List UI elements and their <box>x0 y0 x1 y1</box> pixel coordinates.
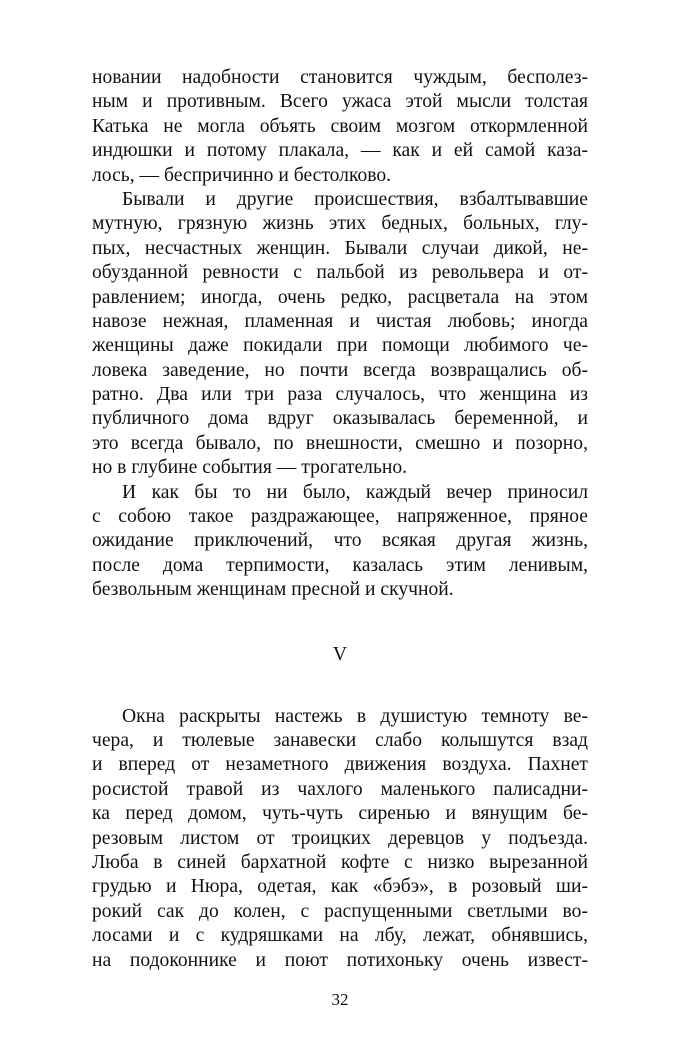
chapter-body-text <box>92 705 588 973</box>
text-line: пых, несчастных женщин. Бывали случаи дикой, не- <box>92 237 588 259</box>
text-line: Люба в синей бархатной кофте с низко вырезанной <box>92 851 588 873</box>
paragraph <box>92 705 588 973</box>
text-line: ловека заведение, но почти всегда возвращались об- <box>92 359 588 381</box>
page-number: 32 <box>331 990 349 1009</box>
text-line: лосами и с кудряшками на лбу, лежат, обнявшись, <box>92 925 588 947</box>
text-line: после дома терпимости, казалась этим ленивым, <box>92 554 588 576</box>
text-line: резовым листом от троицких деревцов у подъезда. <box>92 827 588 849</box>
text-line: равлением; иногда, очень редко, расцветала на этом <box>92 286 588 308</box>
text-line: индюшки и потому плакала, — как и ей самой каза- <box>92 140 588 162</box>
pre-chapter-text <box>92 66 588 603</box>
text-line: и вперед от незаметного движения воздуха. Пахнет <box>92 754 588 776</box>
text-line: женщины даже покидали при помощи любимого че- <box>92 335 588 357</box>
text-line: росистой травой из чахлого маленького палисадни- <box>92 778 588 800</box>
text-line: навозе нежная, пламенная и чистая любовь; иногда <box>92 310 588 332</box>
book-page-text <box>92 66 588 973</box>
text-line: на подоконнике и поют потихоньку очень извест- <box>92 949 588 971</box>
text-line: Бывали и другие происшествия, взбалтывавшие <box>122 188 588 210</box>
text-line: безвольным женщинам пресной и скучной. <box>92 579 454 601</box>
chapter-heading: V <box>332 643 348 665</box>
text-line: мутную, грязную жизнь этих бедных, больных, глу- <box>92 213 588 235</box>
text-line: ным и противным. Всего ужаса этой мысли толстая <box>92 91 588 113</box>
text-line: Окна раскрыты настежь в душистую темноту ве- <box>122 705 588 727</box>
text-line: грудью и Нюра, одетая, как «бэбэ», в розовый ши- <box>92 876 588 898</box>
text-line: обузданной ревности с пальбой из револьвера и от- <box>92 262 588 284</box>
paragraph <box>92 66 588 188</box>
paragraph <box>92 188 588 481</box>
text-line: И как бы то ни было, каждый вечер приносил <box>122 481 588 503</box>
text-line: лось, — беспричинно и бестолково. <box>92 164 392 186</box>
text-line: чера, и тюлевые занавески слабо колышутся взад <box>92 729 588 751</box>
paragraph <box>92 481 588 603</box>
text-line: ожидание приключений, что всякая другая жизнь, <box>92 530 588 552</box>
text-line: ратно. Два или три раза случалось, что женщина из <box>92 384 588 406</box>
text-line: публичного дома вдруг оказывалась беременной, и <box>92 408 588 430</box>
text-line: новании надобности становится чуждым, бесполез- <box>92 67 588 88</box>
text-line: но в глубине события — трогательно. <box>92 457 408 479</box>
text-line: Катька не могла объять своим мозгом откормленной <box>92 115 588 137</box>
text-line: это всегда бывало, по внешности, смешно и позорно, <box>92 432 588 454</box>
text-line: ка перед домом, чуть-чуть сиренью и вянущим бе- <box>92 803 588 825</box>
text-line: рокий сак до колен, с распущенными светлыми во- <box>92 900 588 922</box>
text-line: с собою такое раздражающее, напряженное, пряное <box>92 506 588 528</box>
